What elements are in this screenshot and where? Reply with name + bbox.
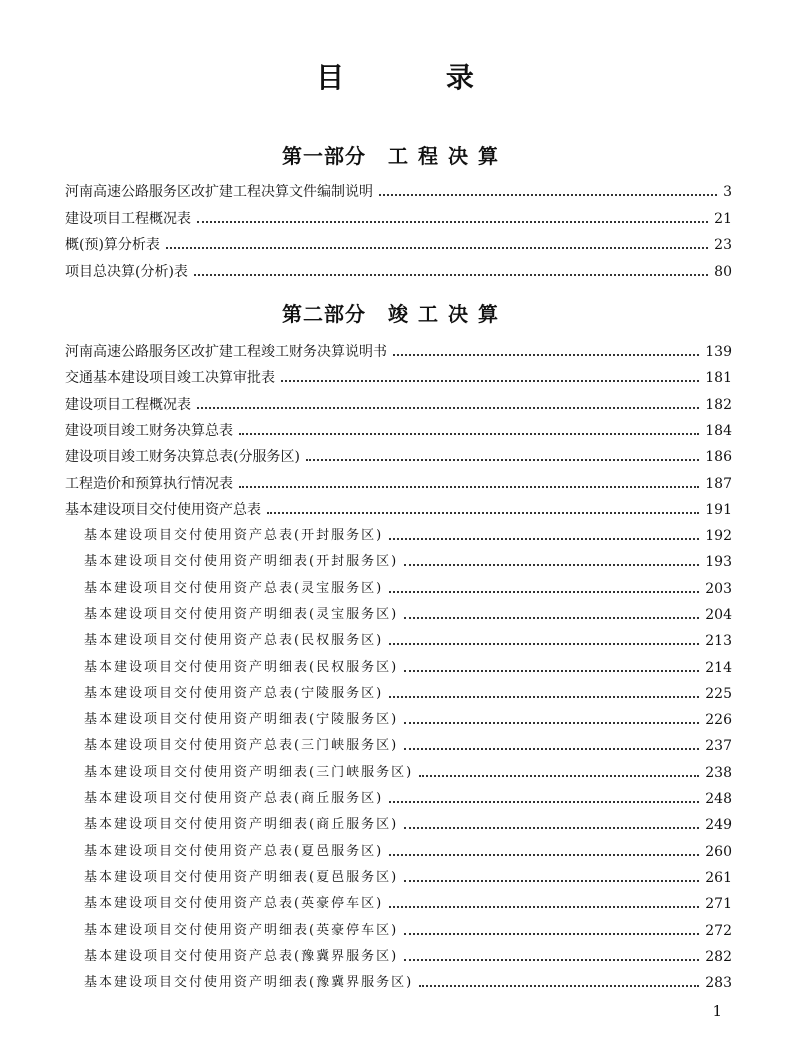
toc-entry-page: 213 <box>705 633 732 650</box>
toc-subentry[interactable] <box>84 732 732 756</box>
dot-leader <box>239 433 699 435</box>
page-number: 1 <box>712 1002 722 1020</box>
toc-entry-page: 282 <box>705 948 732 965</box>
dot-leader <box>404 748 699 750</box>
toc-entry-title: 基本建设项目交付使用资产明细表(豫冀界服务区) <box>84 975 414 991</box>
dot-leader <box>389 906 699 908</box>
toc-subentry[interactable] <box>84 601 732 625</box>
toc-entry[interactable] <box>65 258 732 282</box>
toc-subentry[interactable] <box>84 706 732 730</box>
toc-entry-title: 基本建设项目交付使用资产明细表(灵宝服务区) <box>84 606 399 622</box>
toc-entry-title: 基本建设项目交付使用资产总表(英豪停车区) <box>84 896 384 912</box>
toc-entry-page: 193 <box>705 554 732 571</box>
toc-subentry[interactable] <box>84 654 732 678</box>
toc-subentry[interactable] <box>84 627 732 651</box>
toc-entry-page: 204 <box>705 606 732 623</box>
toc-entry-page: 214 <box>705 659 732 676</box>
toc-entry[interactable] <box>65 364 732 388</box>
toc-entry-page: 238 <box>705 764 732 781</box>
toc-entry-page: 272 <box>705 922 732 939</box>
toc-entry[interactable] <box>65 443 732 467</box>
toc-entry-title: 建设项目竣工财务决算总表(分服务区) <box>65 449 300 466</box>
toc-entry-title: 建设项目工程概况表 <box>65 396 191 413</box>
dot-leader <box>197 407 699 409</box>
toc-entry[interactable] <box>65 470 732 494</box>
toc-entry-page: 271 <box>705 896 732 913</box>
toc-entry-page: 3 <box>723 184 732 200</box>
toc-entry-title: 基本建设项目交付使用资产总表(三门峡服务区) <box>84 738 399 754</box>
dot-leader <box>197 221 708 223</box>
dot-leader <box>404 722 699 724</box>
toc-entry[interactable] <box>65 231 732 255</box>
toc-subentry[interactable] <box>84 943 732 967</box>
toc-entry-page: 226 <box>705 712 732 729</box>
toc-entry-page: 23 <box>714 237 732 253</box>
toc-entry-title: 基本建设项目交付使用资产明细表(三门峡服务区) <box>84 764 414 780</box>
section-heading-part1 <box>0 140 790 169</box>
dot-leader <box>281 380 699 382</box>
dot-leader <box>389 854 699 856</box>
toc-entry-page: 191 <box>705 501 732 518</box>
toc-entry-title: 概(预)算分析表 <box>65 237 160 253</box>
toc-entry-page: 192 <box>705 528 732 544</box>
toc-entry-page: 203 <box>705 580 732 597</box>
toc-subentry[interactable] <box>84 890 732 914</box>
dot-leader <box>239 486 699 488</box>
toc-entry-title: 建设项目竣工财务决算总表 <box>65 422 233 439</box>
toc-subentry[interactable] <box>84 917 732 941</box>
toc-entry-page: 237 <box>705 738 732 755</box>
section-name: 竣工决算 <box>388 302 508 326</box>
toc-subentry[interactable] <box>84 969 732 993</box>
dot-leader <box>404 827 699 829</box>
toc-entry-page: 182 <box>705 396 732 413</box>
dot-leader <box>306 459 699 461</box>
toc-subentry[interactable] <box>84 811 732 835</box>
toc-entry-title: 基本建设项目交付使用资产总表(夏邑服务区) <box>84 843 384 859</box>
page-title: 目 录 <box>316 61 520 94</box>
toc-subentry[interactable] <box>84 522 732 546</box>
dot-leader <box>194 274 708 276</box>
toc-entry-title: 基本建设项目交付使用资产总表(民权服务区) <box>84 633 384 649</box>
toc-entry-page: 80 <box>714 263 732 280</box>
toc-entry[interactable] <box>65 178 732 202</box>
toc-subentry[interactable] <box>84 680 732 704</box>
toc-entry-title: 基本建设项目交付使用资产明细表(商丘服务区) <box>84 817 399 833</box>
toc-entry-title: 基本建设项目交付使用资产总表(灵宝服务区) <box>84 580 384 596</box>
dot-leader <box>419 775 699 777</box>
toc-subentry[interactable] <box>84 864 732 888</box>
toc-entry-title: 河南高速公路服务区改扩建工程竣工财务决算说明书 <box>65 344 387 360</box>
toc-entry-page: 249 <box>705 817 732 834</box>
toc-entry-page: 21 <box>714 210 732 227</box>
dot-leader <box>393 354 699 356</box>
toc-entry[interactable] <box>65 496 732 520</box>
toc-subentry[interactable] <box>84 575 732 599</box>
dot-leader <box>379 194 717 196</box>
section-heading-part2 <box>0 298 790 327</box>
dot-leader <box>404 564 699 566</box>
toc-entry-title: 基本建设项目交付使用资产总表(商丘服务区) <box>84 791 384 806</box>
toc-entry-title: 基本建设项目交付使用资产明细表(开封服务区) <box>84 554 399 570</box>
toc-entry-title: 基本建设项目交付使用资产总表(宁陵服务区) <box>84 685 384 701</box>
toc-entry-page: 261 <box>705 869 732 886</box>
toc-subentry[interactable] <box>84 548 732 572</box>
toc-subentry[interactable] <box>84 759 732 783</box>
toc-entry[interactable] <box>65 338 732 362</box>
section-part-label: 第二部分 <box>282 302 366 326</box>
dot-leader <box>404 617 699 619</box>
toc-entry-title: 建设项目工程概况表 <box>65 210 191 227</box>
dot-leader <box>389 538 699 540</box>
dot-leader <box>389 643 699 645</box>
dot-leader <box>404 880 699 882</box>
toc-entry-page: 283 <box>705 975 732 992</box>
dot-leader <box>389 696 699 698</box>
dot-leader <box>389 591 699 593</box>
toc-subentry[interactable] <box>84 785 732 809</box>
toc-entry-page: 181 <box>705 370 732 387</box>
toc-entry-title: 基本建设项目交付使用资产明细表(夏邑服务区) <box>84 869 399 885</box>
toc-entry-page: 184 <box>705 422 732 439</box>
toc-entry-title: 基本建设项目交付使用资产总表 <box>65 501 261 518</box>
dot-leader <box>404 933 699 935</box>
toc-entry-title: 基本建设项目交付使用资产总表(开封服务区) <box>84 528 384 543</box>
toc-entry-title: 基本建设项目交付使用资产明细表(宁陵服务区) <box>84 712 399 728</box>
toc-subentry[interactable] <box>84 838 732 862</box>
toc-entry-page: 139 <box>705 344 732 360</box>
dot-leader <box>389 801 699 803</box>
dot-leader <box>166 247 708 249</box>
section-part-label: 第一部分 <box>282 144 366 168</box>
toc-entry[interactable] <box>65 417 732 441</box>
toc-entry[interactable] <box>65 205 732 229</box>
toc-entry-title: 工程造价和预算执行情况表 <box>65 475 233 492</box>
dot-leader <box>419 985 699 987</box>
toc-entry-page: 225 <box>705 685 732 702</box>
dot-leader <box>404 670 699 672</box>
toc-entry-page: 248 <box>705 791 732 807</box>
toc-entry-title: 基本建设项目交付使用资产总表(豫冀界服务区) <box>84 948 399 964</box>
toc-entry-title: 基本建设项目交付使用资产明细表(英豪停车区) <box>84 922 399 938</box>
toc-entry-title: 河南高速公路服务区改扩建工程决算文件编制说明 <box>65 184 373 200</box>
section-name: 工程决算 <box>388 144 508 168</box>
dot-leader <box>267 512 699 514</box>
toc-entry-page: 187 <box>705 475 732 492</box>
dot-leader <box>404 959 699 961</box>
toc-entry-title: 项目总决算(分析)表 <box>65 263 188 280</box>
toc-entry-page: 186 <box>705 449 732 466</box>
toc-entry-title: 交通基本建设项目竣工决算审批表 <box>65 370 275 387</box>
toc-entry[interactable] <box>65 391 732 415</box>
toc-entry-title: 基本建设项目交付使用资产明细表(民权服务区) <box>84 659 399 675</box>
toc-entry-page: 260 <box>705 843 732 860</box>
